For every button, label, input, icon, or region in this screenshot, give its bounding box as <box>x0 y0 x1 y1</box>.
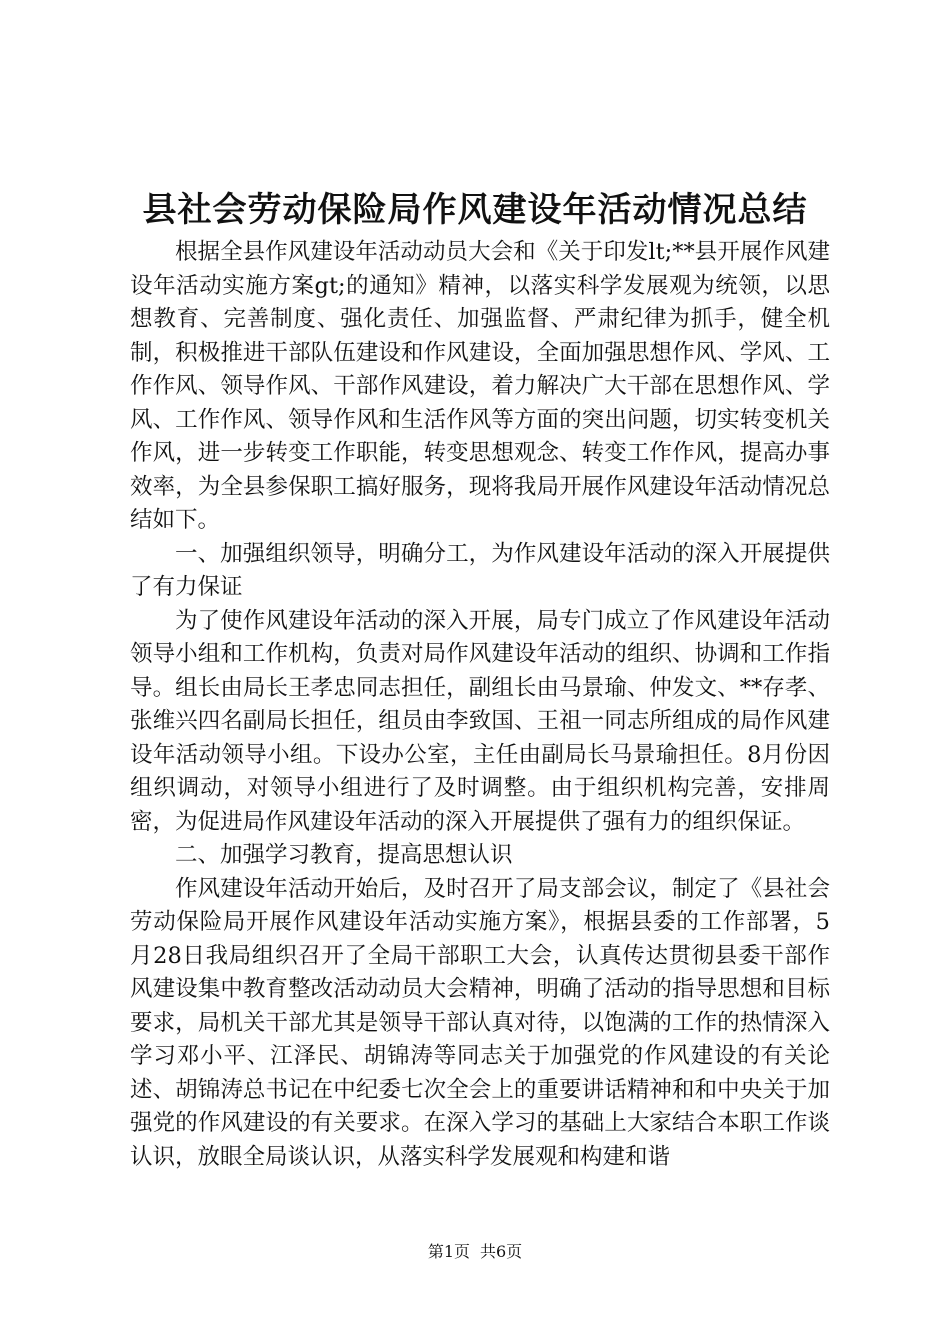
paragraph-intro: 根据全县作风建设年活动动员大会和《关于印发lt;**县开展作风建设年活动实施方案gt;的通知》精神，以落实科学发展观为统领，以思想教育、完善制度、强化责任、加强监督、严肃纪律为抓手，健全机制，积极推进干部队伍建设和作风建设，全面加强思想作风、学风、工作作风、领导作风、干部作风建设，着力解决广大干部在思想作风、学风、工作作风、领导作风和生活作风等方面的突出问题，切实转变机关作风，进一步转变工作职能，转变思想观念、转变工作作风，提高办事效率，为全县参保职工搞好服务，现将我局开展作风建设年活动情况总结如下。 <box>130 239 830 533</box>
section-heading-2: 二、加强学习教育，提高思想认识 <box>175 842 513 868</box>
page-footer <box>0 1240 950 1264</box>
paragraph-section-2: 作风建设年活动开始后，及时召开了局支部会议，制定了《县社会劳动保险局开展作风建设年活动实施方案》，根据县委的工作部署，5月28日我局组织召开了全局干部职工大会，认真传达贯彻县委干部作风建设集中教育整改活动动员大会精神，明确了活动的指导思想和目标要求，局机关干部尤其是领导干部认真对待，以饱满的工作的热情深入学习邓小平、江泽民、胡锦涛等同志关于加强党的作风建设的有关论述、胡锦涛总书记在中纪委七次全会上的重要讲话精神和和中央关于加强党的作风建设的有关要求。在深入学习的基础上大家结合本职工作谈认识，放眼全局谈认识，从落实科学发展观和构建和谐 <box>130 875 830 1170</box>
paragraph-section-1: 为了使作风建设年活动的深入开展，局专门成立了作风建设年活动领导小组和工作机构，负责对局作风建设年活动的组织、协调和工作指导。组长由局长王孝忠同志担任，副组长由马景瑜、仲发文、**存孝、张维兴四名副局长担任，组员由李致国、王祖一同志所组成的局作风建设年活动领导小组。下设办公室，主任由副局长马景瑜担任。8月份因组织调动，对领导小组进行了及时调整。由于组织机构完善，安排周密，为促进局作风建设年活动的深入开展提供了强有力的组织保证。 <box>130 607 830 835</box>
page-number: 第1页 <box>427 1242 470 1261</box>
document-body <box>130 236 830 1174</box>
section-heading-1: 一、加强组织领导，明确分工，为作风建设年活动的深入开展提供了有力保证 <box>130 540 830 600</box>
page-total: 共6页 <box>480 1242 523 1261</box>
document-title: 县社会劳动保险局作风建设年活动情况总结 <box>142 190 808 230</box>
